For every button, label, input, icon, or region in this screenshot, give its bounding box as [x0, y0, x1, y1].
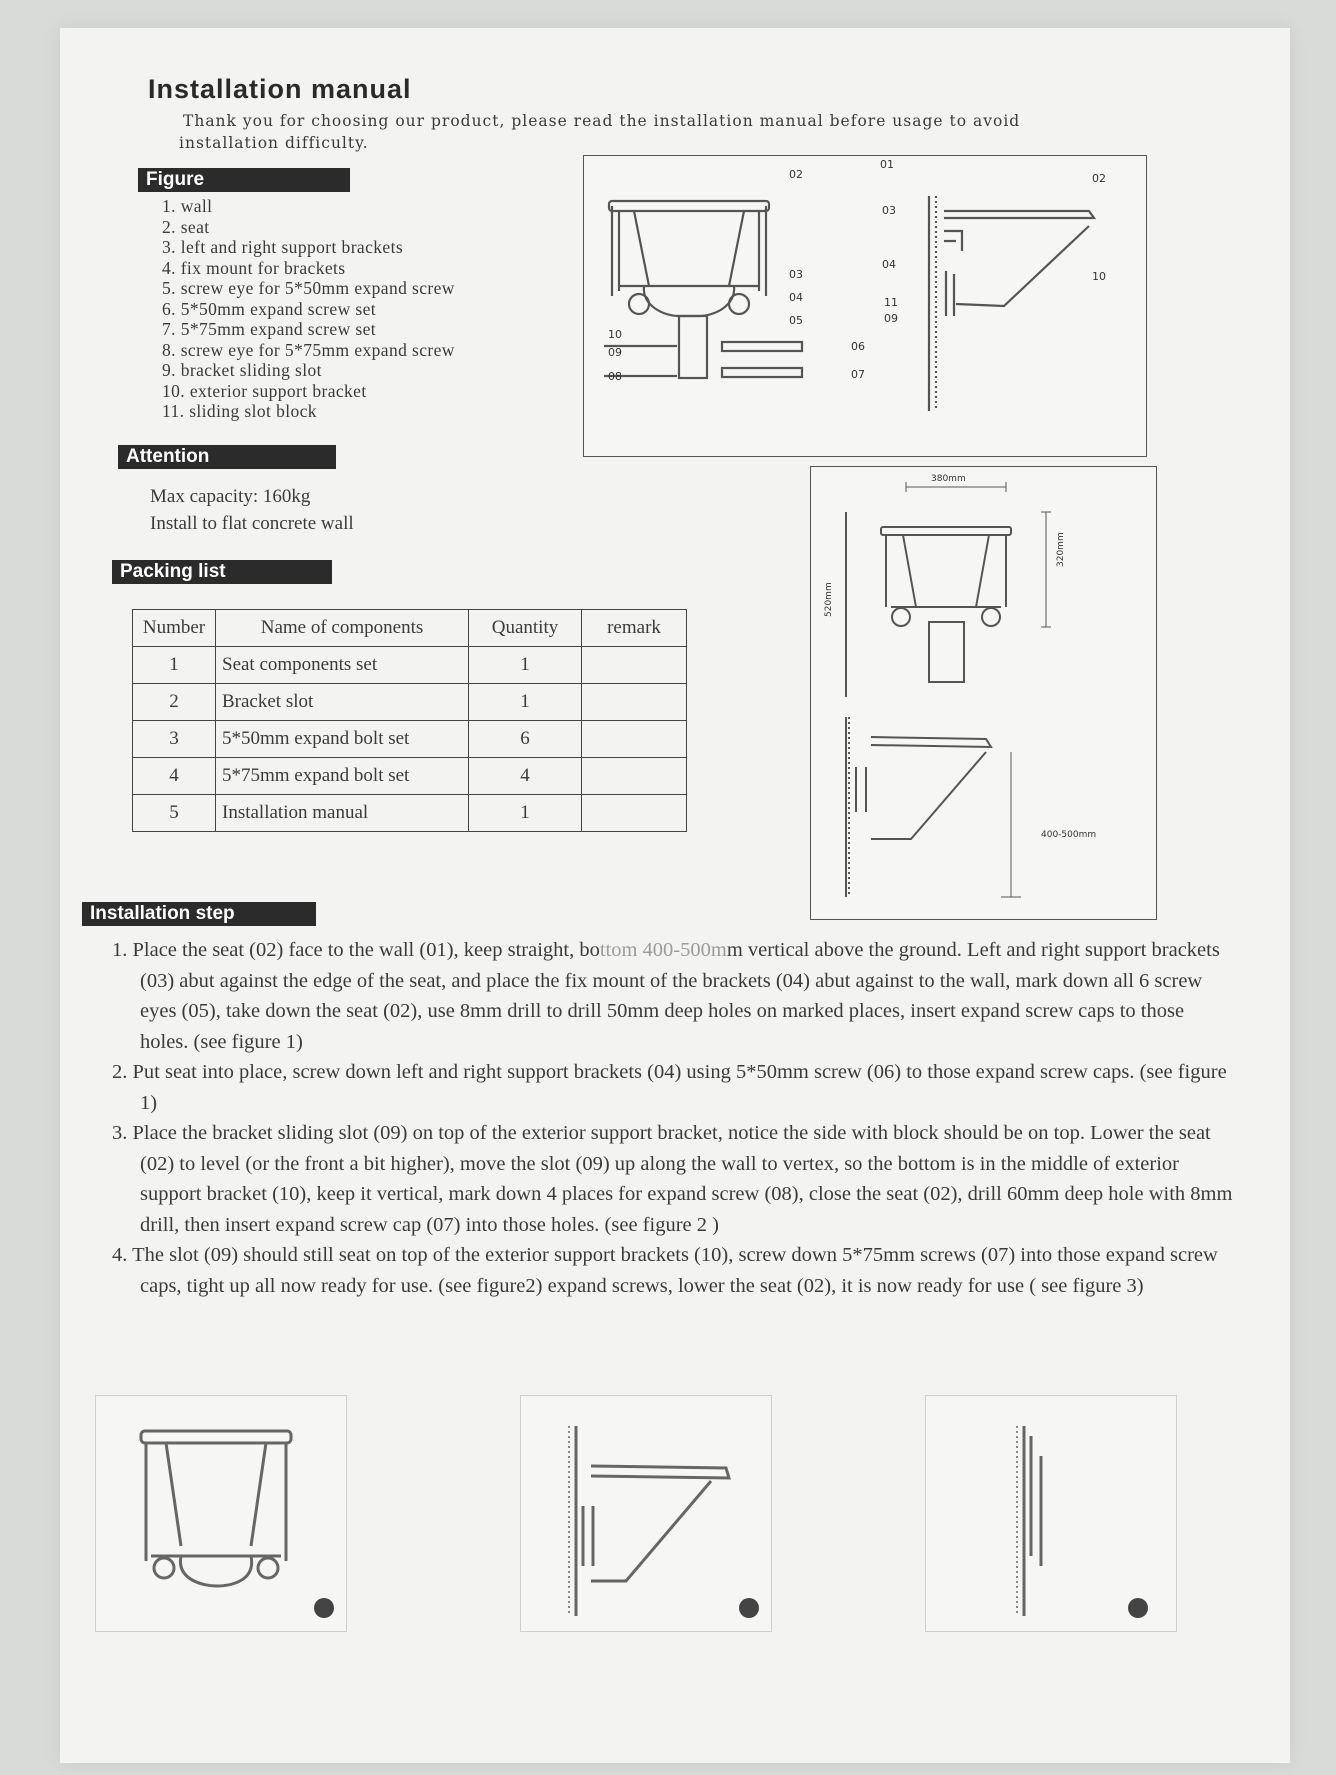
list-item: 7. 5*75mm expand screw set — [162, 319, 377, 339]
cell-number: 5 — [133, 795, 216, 832]
dimensions-svg — [811, 467, 1156, 919]
table-row — [133, 721, 687, 758]
step-4: 4. The slot (09) should still seat on top of the exterior support brackets (10), screw down 5*75mm screws (07) into those expand screw caps, tight up all now ready for use. (see figure2) expand screws, lower the seat (02), it is now ready for use ( see figure 3) — [112, 1244, 1218, 1297]
diagram-label: 09 — [608, 346, 622, 359]
step-2: 2. Put seat into place, screw down left and right support brackets (04) using 5*50mm screw (06) to those expand screw caps. (see figure 1) — [112, 1061, 1227, 1114]
dimension-label: 520mm — [824, 582, 834, 617]
diagram-label: 03 — [882, 204, 896, 217]
diagram-label: 11 — [884, 296, 898, 309]
diagram-label: 02 — [1092, 172, 1106, 185]
bottom-figure-2 — [520, 1395, 772, 1632]
page-title: Installation manual — [148, 74, 412, 104]
cell-number: 1 — [133, 647, 216, 684]
diagram-label: 05 — [789, 314, 803, 327]
diagram-label: 01 — [880, 158, 894, 171]
dimension-label: 400-500mm — [1041, 830, 1097, 840]
cell-number: 3 — [133, 721, 216, 758]
list-item: 1. wall — [162, 196, 213, 216]
diagram-label: 08 — [608, 370, 622, 383]
list-item: 9. bracket sliding slot — [162, 360, 322, 380]
installation-steps — [90, 935, 1235, 1301]
figure-1-svg — [584, 156, 1146, 456]
packing-heading: Packing list — [112, 560, 332, 584]
step-1-text-b: m vertical above the ground. Left and right support brackets (03) abut against the edge of the seat, and place the fix mount of the brackets (04) abut against to the wall, mark down all 6 screw eyes (05), take down the seat (02), use 8mm drill to drill 50mm deep holes on marked places, insert expand screw caps to those holes. (see figure 1) — [140, 939, 1220, 1053]
cell-quantity: 6 — [469, 721, 582, 758]
diagram-label: 07 — [851, 368, 865, 381]
attention-text — [150, 483, 354, 537]
column-header: Quantity — [469, 610, 582, 647]
attention-heading: Attention — [118, 445, 336, 469]
bottom-figure-3-svg — [926, 1396, 1176, 1631]
table-header-row — [133, 610, 687, 647]
intro-line-2: installation difficulty. — [179, 134, 369, 152]
column-header: remark — [582, 610, 687, 647]
list-item: 5. screw eye for 5*50mm expand screw — [162, 278, 455, 298]
bottom-figure-1 — [95, 1395, 347, 1632]
list-item: 8. screw eye for 5*75mm expand screw — [162, 339, 455, 360]
list-item: 4. fix mount for brackets — [162, 257, 346, 278]
figure-1-diagram — [583, 155, 1147, 457]
cell-name: 5*75mm expand bolt set — [216, 758, 469, 795]
cell-quantity: 4 — [469, 758, 582, 795]
column-header: Name of components — [216, 610, 469, 647]
list-item: 6. 5*50mm expand screw set — [162, 298, 377, 319]
dimension-label: 380mm — [931, 474, 966, 484]
cell-remark — [582, 795, 687, 832]
figure-parts-list — [162, 196, 455, 422]
diagram-label: 09 — [884, 312, 898, 325]
step-1-text-a: 1. Place the seat (02) face to the wall (01), keep straight, bo — [112, 939, 600, 961]
attention-line: Install to flat concrete wall — [150, 513, 354, 534]
table-row — [133, 684, 687, 721]
installation-heading: Installation step — [82, 902, 316, 926]
diagram-label: 10 — [1092, 270, 1106, 283]
diagram-label: 03 — [789, 268, 803, 281]
list-item: 3. left and right support brackets — [162, 237, 404, 257]
diagram-label: 06 — [851, 340, 865, 353]
cell-name: Seat components set — [216, 647, 469, 684]
step-3: 3. Place the bracket sliding slot (09) on top of the exterior support bracket, notice the side with block should be on top. Lower the seat (02) to level (or the front a bit higher), move the slot (09) up along the wall to vertex, so the bottom is in the middle of exterior support bracket (10), keep it vertical, mark down 4 places for expand screw (08), close the seat (02), drill 60mm deep hole with 8mm drill, then insert expand screw cap (07) into those holes. (see figure 2 ) — [112, 1122, 1233, 1236]
step-1-faded-text: ttom 400-500m — [599, 939, 727, 961]
cell-quantity: 1 — [469, 795, 582, 832]
list-item: 11. sliding slot block — [162, 401, 317, 421]
step-1 — [90, 935, 1235, 1057]
bottom-figure-1-svg — [96, 1396, 346, 1631]
bottom-figure-3 — [925, 1395, 1177, 1632]
cell-remark — [582, 684, 687, 721]
column-header: Number — [133, 610, 216, 647]
cell-name: Bracket slot — [216, 684, 469, 721]
figure-number-badge — [739, 1598, 759, 1618]
cell-remark — [582, 647, 687, 684]
table-row — [133, 795, 687, 832]
cell-number: 2 — [133, 684, 216, 721]
figure-heading: Figure — [138, 168, 350, 192]
cell-name: 5*50mm expand bolt set — [216, 721, 469, 758]
list-item: 2. seat — [162, 216, 210, 237]
dimension-label: 320mm — [1056, 532, 1066, 567]
table-row — [133, 647, 687, 684]
list-item: 10. exterior support bracket — [162, 380, 367, 401]
intro-line-1: Thank you for choosing our product, please read the installation manual before usage to avoid — [183, 112, 1021, 130]
cell-quantity: 1 — [469, 684, 582, 721]
bottom-figure-2-svg — [521, 1396, 771, 1631]
table-row — [133, 758, 687, 795]
diagram-label: 04 — [882, 258, 896, 271]
figure-number-badge — [314, 1598, 334, 1618]
diagram-label: 10 — [608, 328, 622, 341]
diagram-label: 04 — [789, 291, 803, 304]
figure-number-badge — [1128, 1598, 1148, 1618]
attention-line: Max capacity: 160kg — [150, 486, 311, 507]
packing-table — [132, 609, 687, 832]
cell-name: Installation manual — [216, 795, 469, 832]
cell-remark — [582, 758, 687, 795]
cell-number: 4 — [133, 758, 216, 795]
intro-text — [179, 110, 1143, 154]
cell-quantity: 1 — [469, 647, 582, 684]
diagram-label: 02 — [789, 168, 803, 181]
cell-remark — [582, 721, 687, 758]
figure-dimensions-diagram — [810, 466, 1157, 920]
